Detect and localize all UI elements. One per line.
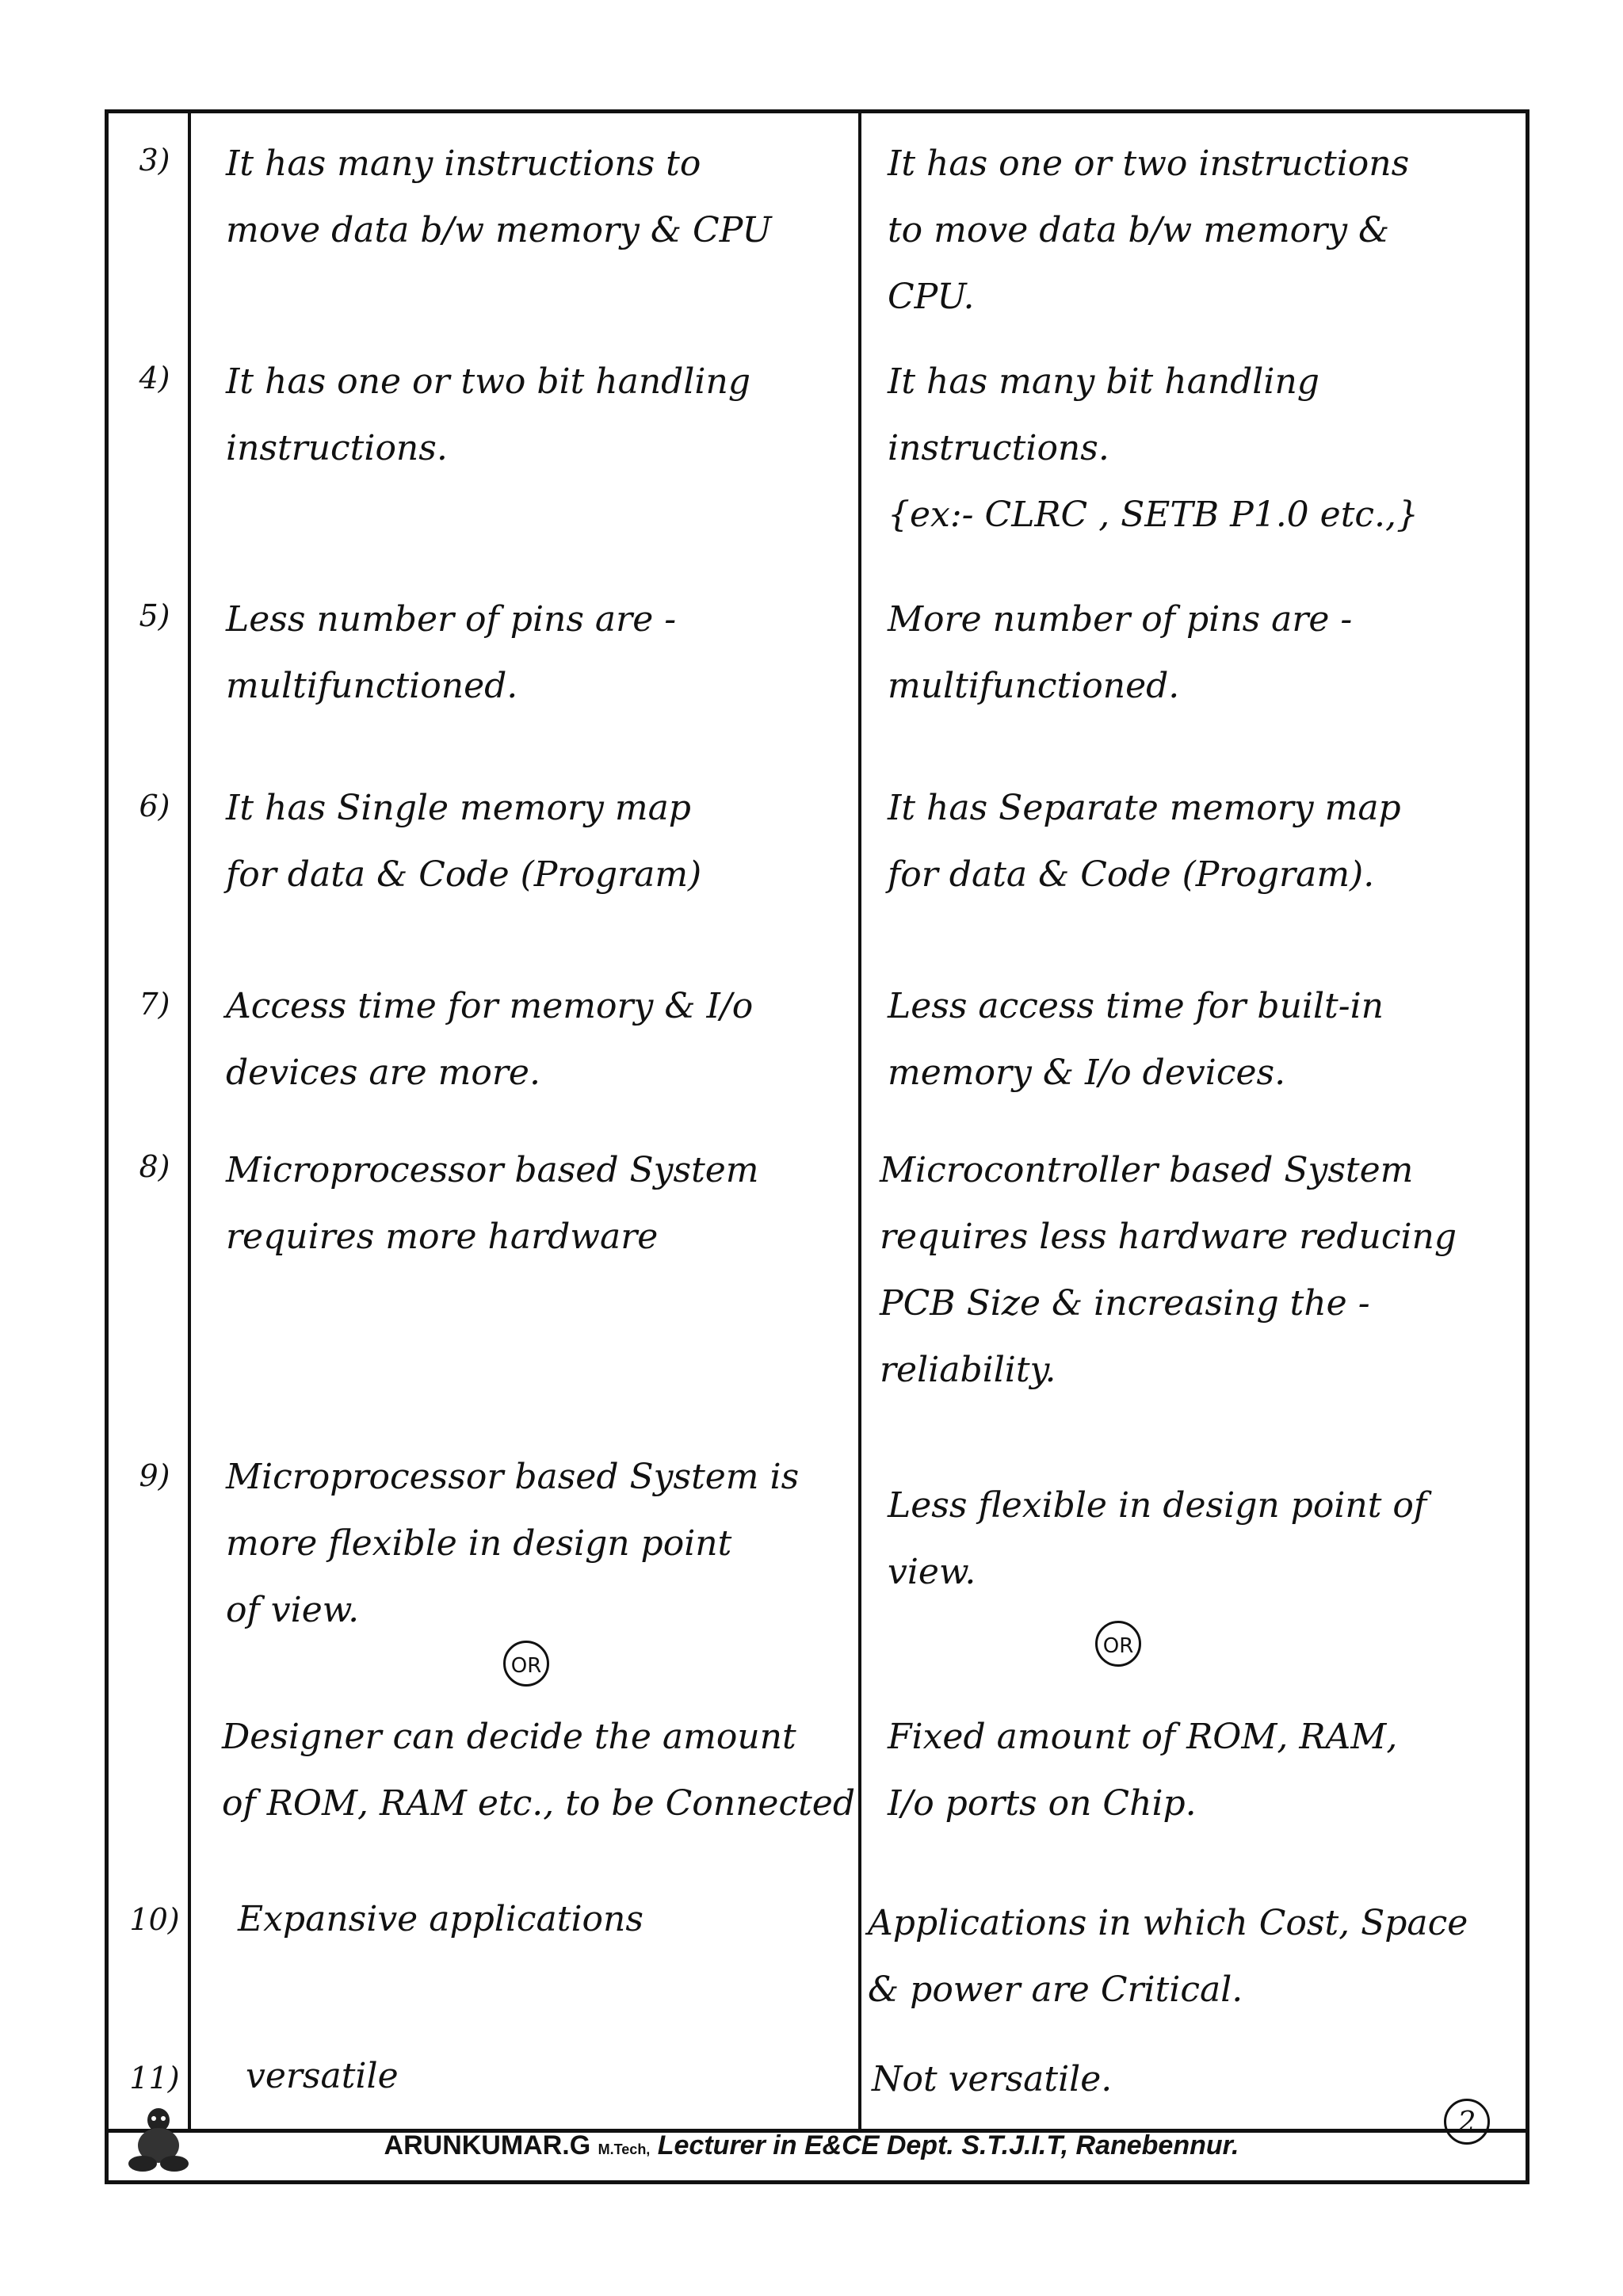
row-number-6: 6) bbox=[139, 789, 170, 823]
author-name: ARUNKUMAR.G bbox=[384, 2130, 591, 2160]
row-4-microcontroller: It has many bit handling instructions. {ex:- CLRC , SETB P1.0 etc.,} bbox=[888, 361, 1419, 535]
row-number-10: 10) bbox=[129, 1902, 180, 1937]
row-8-microcontroller: Microcontroller based System requires less hardware reducing PCB Size & increasing the - reliability. bbox=[880, 1150, 1457, 1390]
row-number-4: 4) bbox=[139, 361, 170, 395]
row-5-microprocessor: Less number of pins are - multifunctioned. bbox=[226, 599, 677, 706]
or-badge-left: OR bbox=[503, 1641, 549, 1687]
row-10-microprocessor: Expansive applications bbox=[238, 1899, 643, 1939]
or-badge-right: OR bbox=[1095, 1621, 1141, 1667]
footer-credit bbox=[0, 2130, 1623, 2161]
row-9-microcontroller: Less flexible in design point of view. bbox=[888, 1485, 1427, 1592]
row-3-microprocessor: It has many instructions to move data b/w memory & CPU bbox=[226, 143, 772, 250]
row-4-microprocessor: It has one or two bit handling instructions. bbox=[226, 361, 750, 468]
author-degree: M.Tech, bbox=[598, 2141, 651, 2157]
row-number-5: 5) bbox=[139, 598, 170, 633]
row-11-microprocessor: versatile bbox=[246, 2056, 399, 2096]
row-5-microcontroller: More number of pins are - multifunctioned. bbox=[888, 599, 1353, 706]
row-9b-microprocessor: Designer can decide the amount of ROM, RAM etc., to be Connected bbox=[222, 1717, 856, 1824]
row-6-microprocessor: It has Single memory map for data & Code (Program) bbox=[226, 788, 702, 895]
row-7-microprocessor: Access time for memory & I/o devices are more. bbox=[226, 986, 754, 1093]
row-9-microprocessor: Microprocessor based System is more flexible in design point of view. bbox=[226, 1457, 800, 1630]
author-department: E&CE Dept. bbox=[804, 2130, 954, 2160]
row-10-microcontroller: Applications in which Cost, Space & power are Critical. bbox=[868, 1903, 1468, 2010]
row-8-microprocessor: Microprocessor based System requires more hardware bbox=[226, 1150, 759, 1257]
row-number-9: 9) bbox=[139, 1458, 170, 1493]
author-position: Lecturer in bbox=[657, 2130, 797, 2160]
page-number: 2 bbox=[1444, 2099, 1490, 2145]
row-number-3: 3) bbox=[139, 143, 170, 178]
author-college: S.T.J.I.T, Ranebennur. bbox=[961, 2130, 1239, 2160]
row-number-8: 8) bbox=[139, 1149, 170, 1184]
row-number-11: 11) bbox=[129, 2061, 180, 2095]
number-column-divider bbox=[188, 109, 191, 2130]
row-9b-microcontroller: Fixed amount of ROM, RAM, I/o ports on Chip. bbox=[888, 1717, 1398, 1824]
row-7-microcontroller: Less access time for built-in memory & I/o devices. bbox=[888, 986, 1384, 1093]
row-6-microcontroller: It has Separate memory map for data & Code (Program). bbox=[888, 788, 1401, 895]
row-number-7: 7) bbox=[139, 987, 170, 1022]
row-11-microcontroller: Not versatile. bbox=[872, 2059, 1113, 2099]
row-3-microcontroller: It has one or two instructions to move data b/w memory & CPU. bbox=[888, 143, 1410, 317]
center-column-divider bbox=[858, 109, 861, 2130]
